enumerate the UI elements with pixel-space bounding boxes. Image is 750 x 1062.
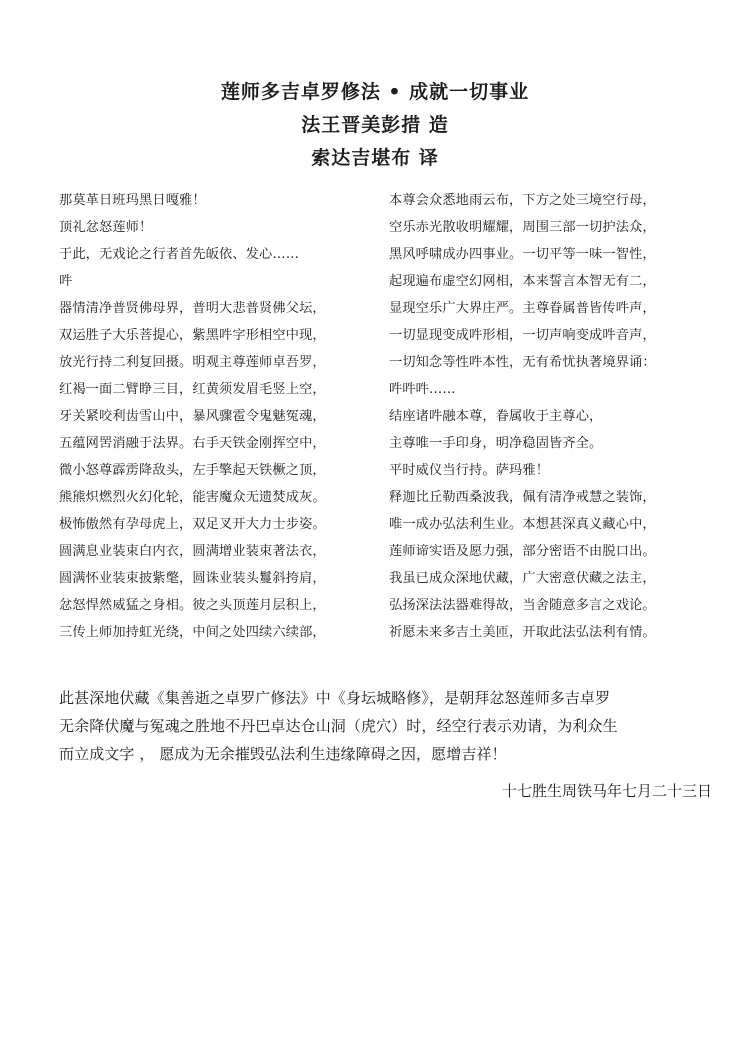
verse-line: 平时威仪当行持。萨玛雅！	[389, 463, 550, 478]
verse-line: 弘扬深法法器难得故，当舍随意多言之戏论。	[389, 598, 656, 613]
verse-line: 五蕴网罟消融于法界。右手天铁金刚挥空中，	[59, 436, 326, 451]
colophon-line: 无余降伏魔与冤魂之胜地不丹巴卓达仓山洞（虎穴）时，经空行表示劝请，为利众生	[59, 717, 618, 735]
verse-line: 三传上师加持虹光绕，中间之处四续六续部，	[59, 625, 326, 640]
verse-line: 圆满怀业装束披紫氅，圆诛业装头鬘斜挎肩，	[59, 571, 326, 586]
verse-line: 微小怒尊霹雳降敌头，左手擎起天铁橛之顶，	[59, 463, 326, 478]
verse-line: 圆满息业装束白内衣，圆满增业装束著法衣，	[59, 544, 326, 559]
author-line: 法王晋美彭措 造	[301, 114, 449, 136]
verse-line: 一切知念等性吽本性，无有希忧执著境界诵：	[389, 355, 656, 370]
verse-line: 祈愿未来多吉土美匝，开取此法弘法利有情。	[389, 625, 656, 640]
verse-line: 一切显现变成吽形相，一切声响变成吽音声，	[389, 328, 656, 343]
verse-line: 牙关紧咬利齿雪山中，暴风骤雹令鬼魅冤魂，	[59, 409, 326, 424]
verse-line: 双运胜子大乐菩提心，紫黑吽字形相空中现，	[59, 328, 326, 343]
verse-line: 极怖傲然有孕母虎上，双足叉开大力士步姿。	[59, 517, 326, 532]
verse-line: 空乐赤光散收明耀耀，周围三部一切护法众，	[389, 220, 656, 235]
verse-line: 那莫革日班玛黑日嘎雅！	[59, 193, 206, 208]
verse-column-right	[389, 187, 724, 646]
colophon	[59, 684, 719, 768]
verse-column-left	[59, 187, 389, 646]
verse-line: 吽	[59, 274, 73, 289]
colophon-line: 此甚深地伏藏《集善逝之卓罗广修法》中《身坛城略修》，是朝拜忿怒莲师多吉卓罗	[59, 689, 611, 707]
verse-line: 黑风呼啸成办四事业。一切平等一味一智性，	[389, 247, 656, 262]
verse-line: 放光行持二利复回摄。明观主尊莲师卓吾罗，	[59, 355, 326, 370]
verse-line: 熊熊炽燃烈火幻化轮，能害魔众无遗焚成灰。	[59, 490, 326, 505]
date-line: 十七胜生周铁马年七月二十三日	[501, 782, 712, 800]
verse-line: 起现遍布虚空幻网相，本来誓言本智无有二，	[389, 274, 656, 289]
verse-line: 于此，无戏论之行者首先皈依、发心……	[59, 247, 300, 262]
verse-line: 结座诸吽融本尊，眷属收于主尊心，	[389, 409, 603, 424]
verse-line: 红褐一面二臂睁三目，红黄须发眉毛竖上空，	[59, 382, 326, 397]
page-title: 莲师多吉卓罗修法 • 成就一切事业	[220, 81, 530, 103]
title-block	[0, 76, 750, 175]
verse-line: 释迦比丘勒西桑波我，佩有清净戒慧之装饰，	[389, 490, 656, 505]
verse-line: 器情清净普贤佛母界，普明大悲普贤佛父坛，	[59, 301, 326, 316]
verse-line: 显现空乐广大界庄严。主尊眷属普皆传吽声，	[389, 301, 656, 316]
verse-line: 我虽已成众深地伏藏，广大密意伏藏之法主，	[389, 571, 656, 586]
verse-line: 顶礼忿怒莲师！	[59, 220, 153, 235]
verse-line: 主尊唯一手印身，明净稳固皆齐全。	[389, 436, 603, 451]
verse-line: 莲师谛实语及愿力强，部分密语不由脱口出。	[389, 544, 656, 559]
verse-line: 唯一成办弘法利生业。本想甚深真义藏心中，	[389, 517, 656, 532]
verse-line: 吽吽吽……	[389, 382, 456, 397]
translator-line: 索达吉堪布 译	[311, 147, 439, 169]
verse-line: 忿怒悍然威猛之身相。彼之头顶莲月层积上，	[59, 598, 326, 613]
verse-line: 本尊会众悉地雨云布，下方之处三境空行母，	[389, 193, 656, 208]
colophon-line: 而立成文字 ， 愿成为无余摧毁弘法利生违缘障碍之因，愿增吉祥！	[59, 745, 507, 763]
